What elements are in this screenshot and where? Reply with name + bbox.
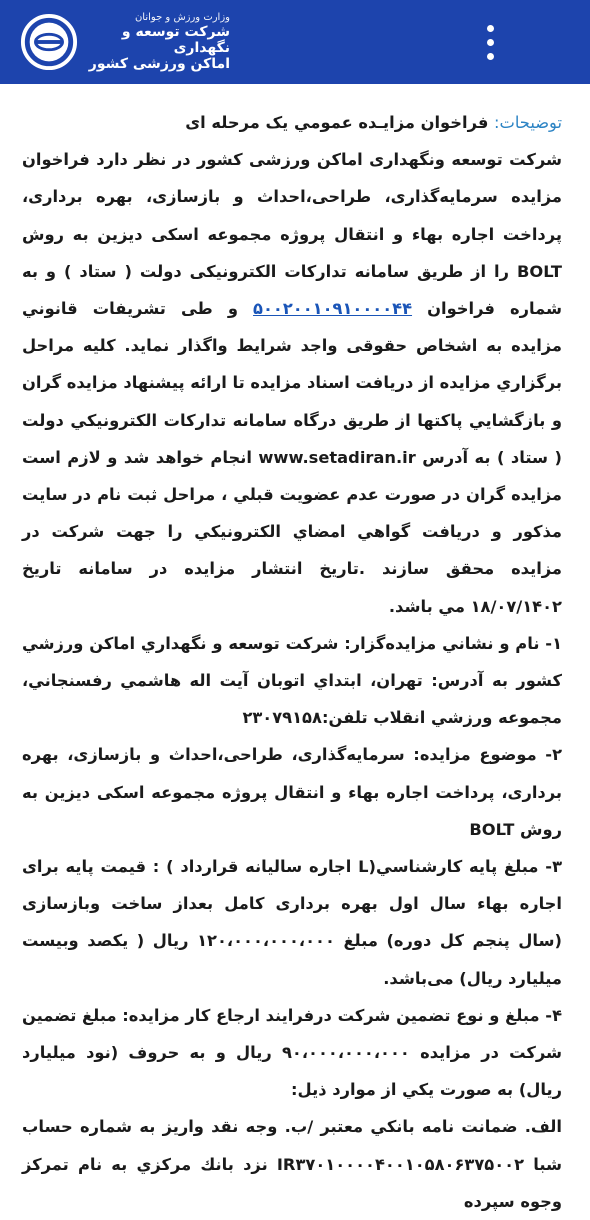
tender-number-link[interactable]: ۵۰۰۲۰۰۱۰۹۱۰۰۰۰۴۴ xyxy=(253,299,413,319)
article-body xyxy=(0,84,590,1211)
logo-emblem-icon xyxy=(20,13,78,71)
article-title: فراخوان مزایـده عمومي يک مرحله ای xyxy=(185,113,495,132)
intro-paragraph xyxy=(22,141,562,625)
clause-4-options: الف. ضمانت نامه بانکي معتبر /ب. وجه نقد واریز به شماره حساب شبا IR۳۷۰۱۰۰۰۰۴۰۰۱۰۵۸۰۶۳۷۵۰۰۲ نزد بانك مركزي به نام تمركز وجوه سپرده xyxy=(22,1117,562,1211)
clause-1: ۱- نام و نشاني مزایده‌گزار: شرکت توسعه و نگهداري اماکن ورزشي کشور به آدرس: تهران، ابتداي اتوبان آیت اله هاشمي رفسنجاني، مجموعه ورزشي انقلاب تلفن:۲۳۰۷۹۱۵۸ xyxy=(22,633,562,728)
logo[interactable] xyxy=(20,12,230,72)
menu-dot-icon xyxy=(487,25,494,32)
article-heading xyxy=(22,104,562,141)
intro-text-part1: شرکت توسعه ونگهداری اماکن ورزشی کشور در نظر دارد فراخوان مزایده سرمایه‌گذاری، طراحی،احداث و بازسازی، بهره برداری، پرداخت اجاره بهاء و انتقال پروژه مجموعه اسکی دیزین به روش BOLT را از طریق سامانه تدارکات الکترونیکی دولت ( ستاد ) و به شماره فراخوان xyxy=(22,150,562,319)
logo-company-line1: شرکت توسعه و نگهداری xyxy=(121,23,230,56)
clause-3: ۳- مبلغ پایه کارشناسي(L اجاره سالیانه قرارداد ) : قیمت پایه برای اجاره بهاء سال اول بهره برداری کامل بعداز ساخت وبازسازی (سال پنجم کل دوره) مبلغ ۱۲۰،۰۰۰،۰۰۰،۰۰۰ ریال ( یکصد وبیست میلیارد ریال) می‌باشد. xyxy=(22,857,562,988)
menu-dot-icon xyxy=(487,53,494,60)
app-header xyxy=(0,0,590,84)
overflow-menu-button[interactable] xyxy=(470,12,510,72)
clause-4: ۴- مبلغ و نوع تضمین شرکت درفرایند ارجاع کار مزایده: مبلغ تضمین شرکت در مزایده ۹۰،۰۰۰،۰۰۰،۰۰۰ ریال و به حروف (نود میلیارد ریال) به صورت یکي از موارد ذیل: xyxy=(22,1005,563,1100)
menu-dot-icon xyxy=(487,39,494,46)
intro-text-part2: و طی تشریفات قانوني مزایده به اشخاص حقوقی واجد شرایط واگذار نماید. کلیه مراحل برگزاري مزایده از دریافت اسناد مزایده تا ارائه پیشنهاد مزایده گران و بازگشایي پاکتها از طریق درگاه سامانه تدارکات الکترونیکي دولت ( ستاد ) به آدرس www.setadiran.ir انجام خواهد شد و لازم است مزایده گران در صورت عدم عضویت قبلي ، مراحل ثبت نام در سایت مذکور و دریافت گواهي امضاي الکترونیکي را جهت شرکت در مزایده محقق سازند .تاریخ انتشار مزایده در سامانه تاریخ ۱۸/۰۷/۱۴۰۲ مي باشد. xyxy=(22,299,562,616)
logo-company-line2: اماکن ورزشی کشور xyxy=(88,55,230,72)
logo-ministry: وزارت ورزش و جوانان xyxy=(134,12,230,24)
logo-text xyxy=(86,12,230,72)
description-label: توضیحات: xyxy=(494,113,562,132)
clause-2: ۲- موضوع مزایده: سرمایه‌گذاری، طراحی،احداث و بازسازی، بهره برداری، پرداخت اجاره بهاء و انتقال پروژه مجموعه اسکی دیزین به روش BOLT xyxy=(22,745,562,839)
